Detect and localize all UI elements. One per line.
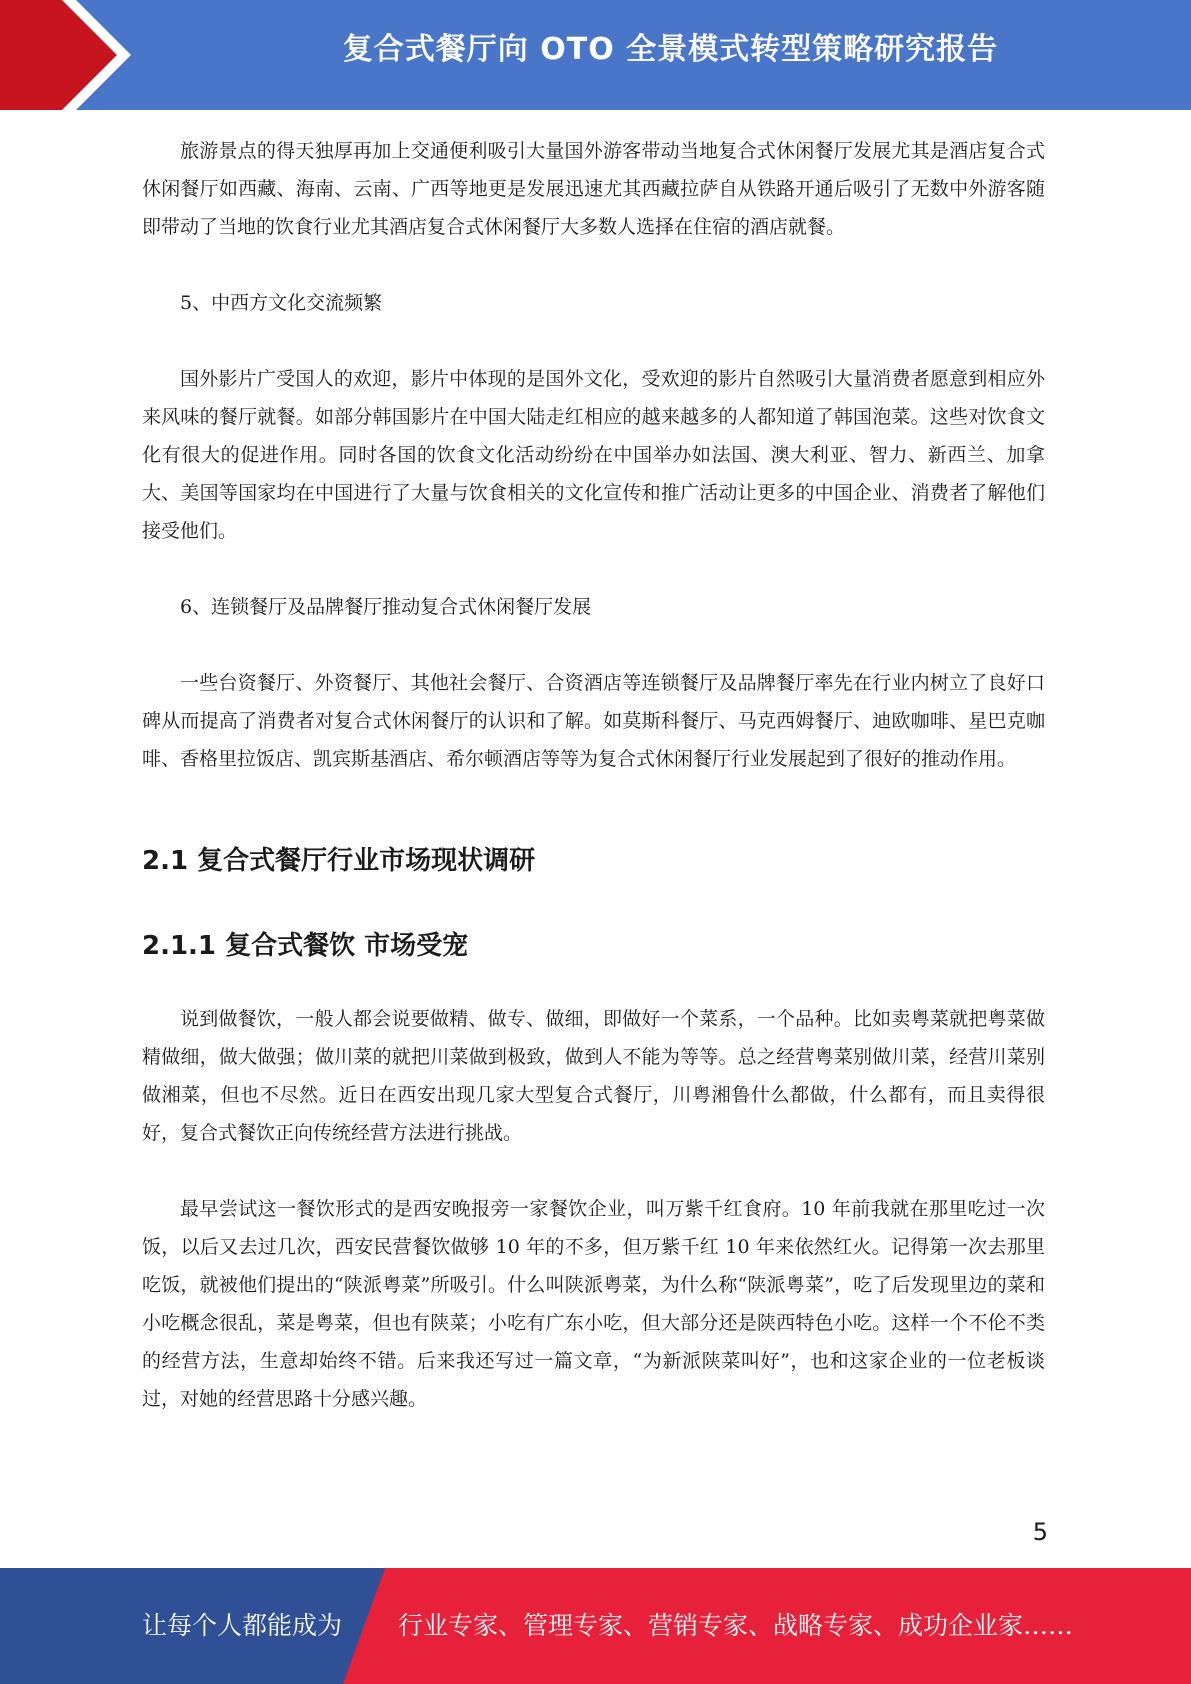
- list-item-5: 5、中西方文化交流频繁: [180, 292, 383, 314]
- paragraph-compound-dining: 说到做餐饮，一般人都会说要做精、做专、做细，即做好一个菜系，一个品种。比如卖粤菜就把粤菜做精做细，做大做强；做川菜的就把川菜做到极致，做到人不能为等等。总之经营粤菜别做川菜，经营川菜别做湘菜，但也不尽然。近日在西安出现几家大型复合式餐厅，川粤湘鲁什么都做，什么都有，而且卖得很好，复合式餐饮正向传统经营方法进行挑战。: [142, 1008, 1045, 1144]
- paragraph-wanzi-qianhong: 最早尝试这一餐饮形式的是西安晚报旁一家餐饮企业，叫万紫千红食府。10 年前我就在那里吃过一次饭，以后又去过几次，西安民营餐饮做够 10 年的不多，但万紫千红 10 年来依然红火。记得第一次去那里吃饭，就被他们提出的“陕派粤菜”所吸引。什么叫陕派粤菜，为什么称“陕派粤菜”，吃了后发现里边的菜和小吃概念很乱，菜是粤菜，但也有陕菜；小吃有广东小吃，但大部分还是陕西特色小吃。这样一个不伦不类的经营方法，生意却始终不错。后来我还写过一篇文章，“为新派陕菜叫好”，也和这家企业的一位老板谈过，对她的经营思路十分感兴趣。: [142, 1198, 1045, 1410]
- paragraph-tourism: 旅游景点的得天独厚再加上交通便利吸引大量国外游客带动当地复合式休闲餐厅发展尤其是酒店复合式休闲餐厅如西藏、海南、云南、广西等地更是发展迅速尤其西藏拉萨自从铁路开通后吸引了无数中外游客随即带动了当地的饮食行业尤其酒店复合式休闲餐厅大多数人选择在住宿的酒店就餐。: [142, 140, 1045, 238]
- report-title: 复合式餐厅向 OTO 全景模式转型策略研究报告: [342, 32, 999, 67]
- header-arrow-decoration: [0, 0, 150, 110]
- section-heading-2-1-1: 2.1.1 复合式餐饮 市场受宠: [142, 931, 469, 961]
- page-footer: [0, 1568, 1191, 1684]
- paragraph-foreign-films: 国外影片广受国人的欢迎，影片中体现的是国外文化，受欢迎的影片自然吸引大量消费者愿意到相应外来风味的餐厅就餐。如部分韩国影片在中国大陆走红相应的越来越多的人都知道了韩国泡菜。这些对饮食文化有很大的促进作用。同时各国的饮食文化活动纷纷在中国举办如法国、澳大利亚、智力、新西兰、加拿大、美国等国家均在中国进行了大量与饮食相关的文化宣传和推广活动让更多的中国企业、消费者了解他们接受他们。: [142, 368, 1045, 542]
- section-heading-2-1: 2.1 复合式餐厅行业市场现状调研: [142, 846, 536, 876]
- footer-slogan-right: 行业专家、管理专家、营销专家、战略专家、成功企业家……: [398, 1611, 1074, 1640]
- footer-slogan-left: 让每个人都能成为: [142, 1611, 343, 1640]
- paragraph-chain-restaurants: 一些台资餐厅、外资餐厅、其他社会餐厅、合资酒店等连锁餐厅及品牌餐厅率先在行业内树立了良好口碑从而提高了消费者对复合式休闲餐厅的认识和了解。如莫斯科餐厅、马克西姆餐厅、迪欧咖啡、星巴克咖啡、香格里拉饭店、凯宾斯基酒店、希尔顿酒店等等为复合式休闲餐厅行业发展起到了很好的推动作用。: [142, 672, 1045, 770]
- page-content: [142, 132, 1045, 1418]
- page-header: [0, 0, 1191, 110]
- page-number: 5: [1032, 1518, 1048, 1546]
- list-item-6: 6、连锁餐厅及品牌餐厅推动复合式休闲餐厅发展: [180, 596, 592, 618]
